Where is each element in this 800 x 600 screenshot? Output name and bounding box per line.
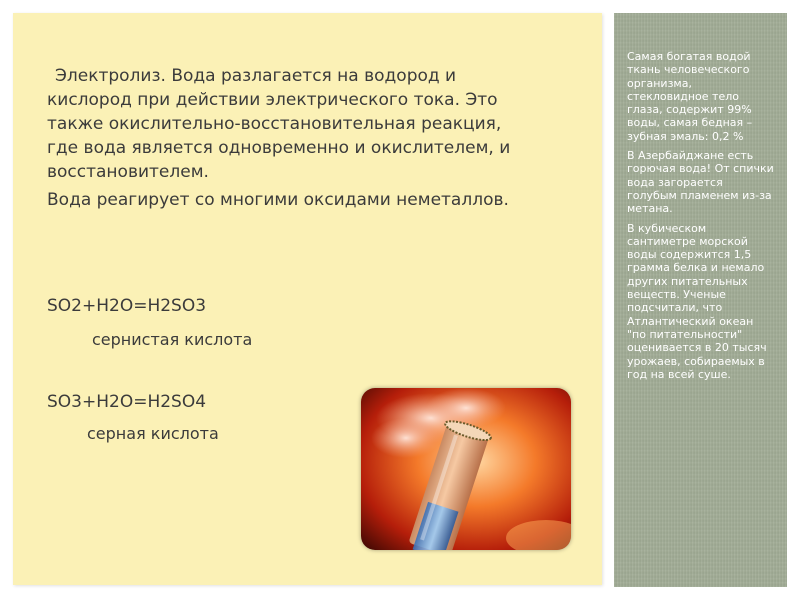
oxides-paragraph: Вода реагирует со многими оксидами неметаллов. [47, 190, 509, 210]
fact-eye-water: Самая богатая водой ткань человеческого организма, стекловидное тело глаза, содержит 99% воды, самая бедная – зубная эмаль: 0,2 % [627, 50, 753, 143]
sidebar-facts [627, 50, 775, 387]
main-text-block [47, 64, 517, 216]
reaction-equation-sulfuric: SO3+H2O=H2SO4 [47, 392, 207, 412]
burning-tube-photo [361, 388, 571, 550]
electrolysis-paragraph: Электролиз. Вода разлагается на водород и кислород при действии электрического тока. Это также окислительно-восстановительная реакция, где вода является одновременно и окислителем, и восстановителем. [47, 66, 511, 182]
fact-burning-water: В Азербайджане есть горючая вода! От спички вода загорается голубым пламенем из-за метана. [627, 149, 774, 216]
reaction-equation-sulfurous: SO2+H2O=H2SO3 [47, 296, 207, 316]
reaction-product-sulfuric: серная кислота [87, 424, 219, 443]
fact-sea-protein: В кубическом сантиметре морской воды содержится 1,5 грамма белка и немало других питательных веществ. Ученые подсчитали, что Атлантический океан "по питательности" оценивается в 20 тысяч урожаев, собираемых в год на всей суше. [627, 221, 767, 381]
reaction-product-sulfurous: сернистая кислота [92, 330, 253, 349]
